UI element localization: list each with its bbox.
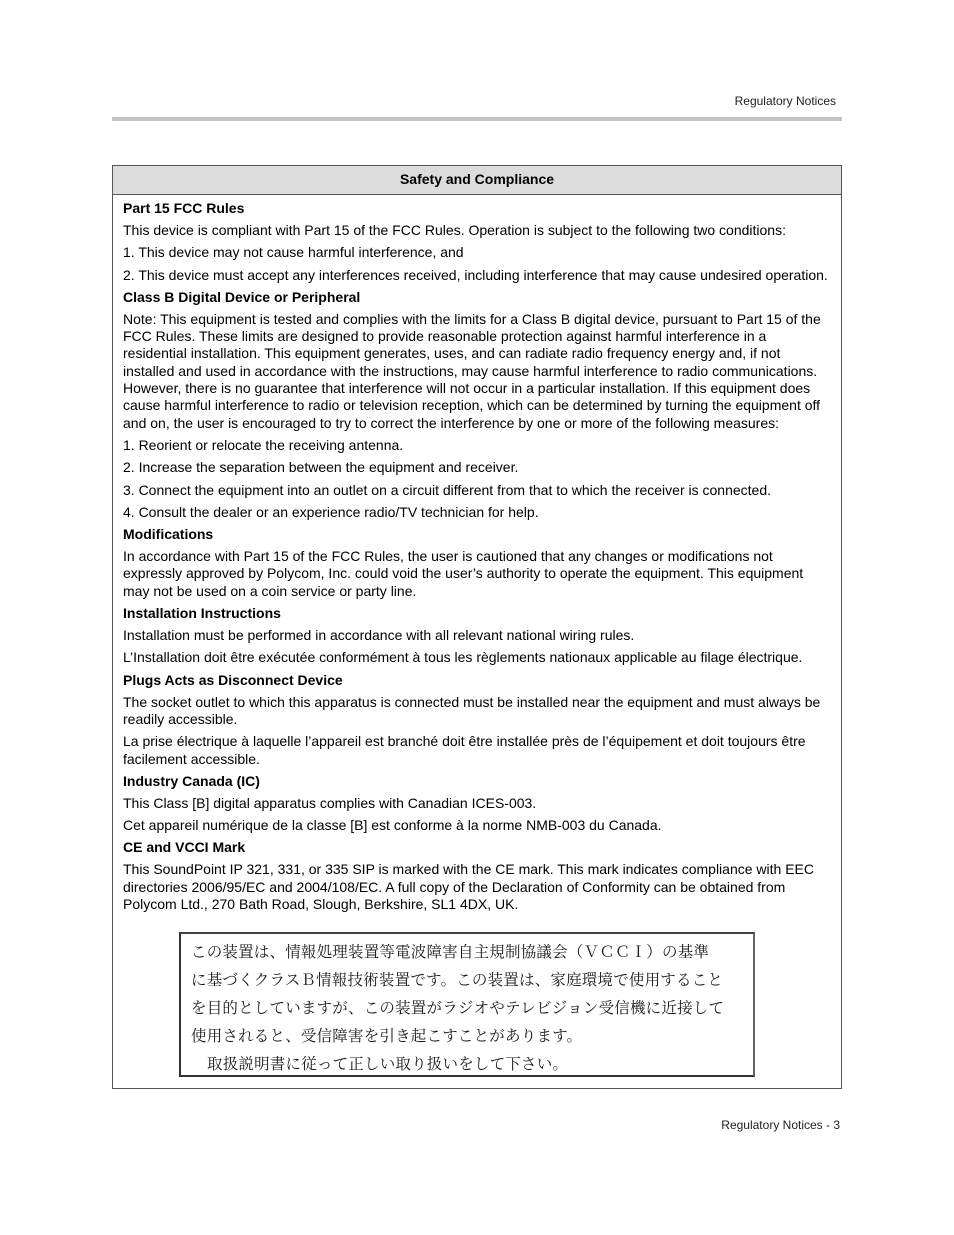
- paragraph: La prise électrique à laquelle l’appareil est branché doit être installée près de l’équipement et doit toujours être facilement accessible.: [123, 733, 806, 767]
- paragraph: 2. This device must accept any interferences received, including interference that may cause undesired operation.: [123, 266, 828, 283]
- section-modifications: [123, 526, 831, 600]
- paragraph: L’Installation doit être exécutée conformément à tous les règlements nationaux applicable au filage électrique.: [123, 649, 803, 666]
- section-title: Industry Canada (IC): [123, 772, 260, 789]
- paragraph: This device is compliant with Part 15 of the FCC Rules. Operation is subject to the following two conditions:: [123, 222, 786, 238]
- section-title: CE and VCCI Mark: [123, 839, 246, 856]
- paragraph: This SoundPoint IP 321, 331, or 335 SIP is marked with the CE mark. This mark indicates compliance with EEC directories 2006/95/EC and 2004/108/EC. A full copy of the Declaration of Conformity can be obtained from Polycom Ltd., 270 Bath Road, Slough, Berkshire, SL1 4DX, UK.: [123, 861, 814, 913]
- paragraph: 4. Consult the dealer or an experience radio/TV technician for help.: [123, 503, 539, 520]
- vcci-line: 使用されると、受信障害を引き起こすことがあります。: [191, 1027, 583, 1045]
- vcci-notice-box: [179, 932, 755, 1077]
- vcci-line: に基づくクラスＢ情報技術装置です。この装置は、家庭環境で使用すること: [191, 971, 724, 989]
- section-title: Part 15 FCC Rules: [123, 200, 245, 216]
- section-title: Modifications: [123, 526, 214, 543]
- section-plugs: [123, 672, 831, 768]
- header-rule: [112, 117, 842, 121]
- safety-compliance-table: [112, 165, 842, 1089]
- running-header: Regulatory Notices: [734, 94, 836, 108]
- paragraph: This Class [B] digital apparatus complies with Canadian ICES-003.: [123, 794, 537, 811]
- table-body: [113, 195, 841, 913]
- section-title: Class B Digital Device or Peripheral: [123, 288, 361, 305]
- section-title: Installation Instructions: [123, 605, 281, 622]
- section-part15: [123, 200, 831, 284]
- section-industry-canada: [123, 773, 831, 835]
- paragraph: The socket outlet to which this apparatus is connected must be installed near the equipment and must always be readily accessible.: [123, 693, 821, 727]
- section-ce-vcci: [123, 839, 831, 913]
- vcci-line: を目的としていますが、この装置がラジオやテレビジョン受信機に近接して: [191, 999, 725, 1017]
- section-title: Plugs Acts as Disconnect Device: [123, 671, 343, 688]
- page-footer: Regulatory Notices - 3: [721, 1118, 840, 1132]
- table-title: Safety and Compliance: [113, 166, 841, 195]
- section-class-b: [123, 289, 831, 521]
- paragraph: 1. Reorient or relocate the receiving antenna.: [123, 436, 404, 453]
- paragraph: 1. This device may not cause harmful interference, and: [123, 244, 464, 261]
- vcci-line: 取扱説明書に従って正しい取り扱いをして下さい。: [207, 1055, 569, 1073]
- paragraph: Installation must be performed in accordance with all relevant national wiring rules.: [123, 627, 635, 644]
- paragraph: 3. Connect the equipment into an outlet on a circuit different from that to which the receiver is connected.: [123, 481, 771, 498]
- vcci-line: この装置は、情報処理装置等電波障害自主規制協議会（ＶＣＣＩ）の基準: [191, 943, 710, 961]
- paragraph: Cet appareil numérique de la classe [B] est conforme à la norme NMB-003 du Canada.: [123, 817, 662, 834]
- paragraph: 2. Increase the separation between the equipment and receiver.: [123, 459, 519, 476]
- section-installation: [123, 605, 831, 667]
- paragraph: Note: This equipment is tested and complies with the limits for a Class B digital device, pursuant to Part 15 of the FCC Rules. These limits are designed to provide reasonable protection against harmful interference in a residential installation. This equipment generates, uses, and can radiate radio frequency energy and, if not installed and used in accordance with the instructions, may cause harmful interference to radio communications. However, there is no guarantee that interference will not occur in a particular installation. If this equipment does cause harmful interference to radio or television reception, which can be determined by turning the equipment off and on, the user is encouraged to try to correct the interference by one or more of the following measures:: [123, 310, 821, 431]
- paragraph: In accordance with Part 15 of the FCC Rules, the user is cautioned that any changes or modifications not expressly approved by Polycom, Inc. could void the user’s authority to operate the equipment. This equipment may not be used on a coin service or party line.: [123, 548, 804, 599]
